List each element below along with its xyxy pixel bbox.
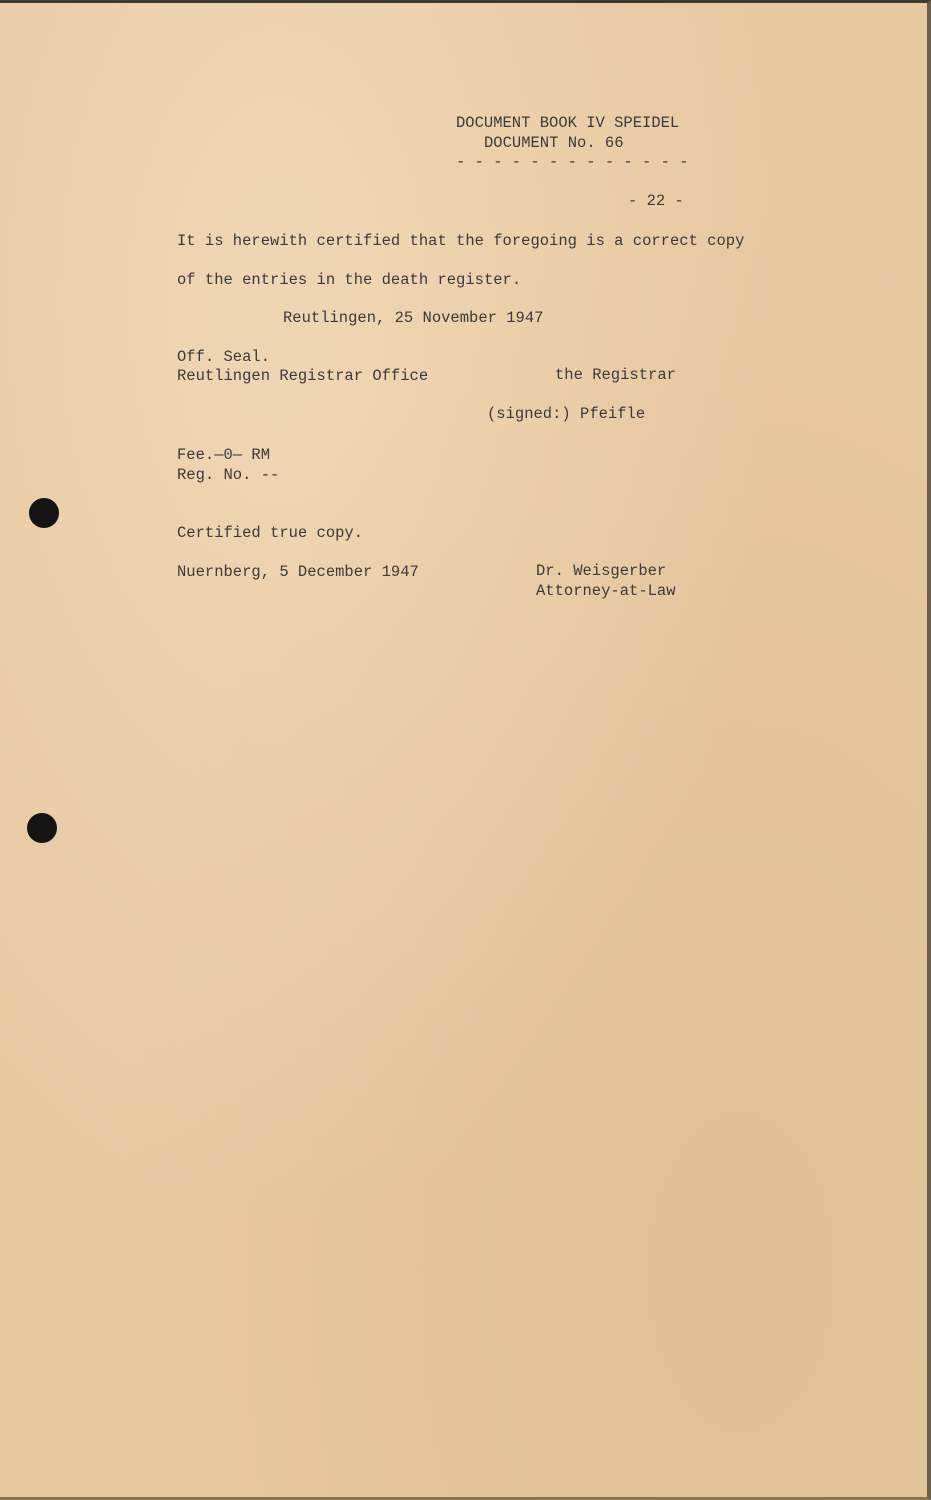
document-number: DOCUMENT No. 66 bbox=[484, 134, 624, 152]
document-book-title: DOCUMENT BOOK IV SPEIDEL bbox=[456, 114, 680, 132]
page-number: - 22 - bbox=[628, 192, 684, 210]
certified-true-copy: Certified true copy. bbox=[177, 524, 364, 542]
punch-hole-lower bbox=[27, 813, 57, 843]
registrar-office: Reutlingen Registrar Office bbox=[177, 367, 429, 385]
registrar-signature: (signed:) Pfeifle bbox=[487, 405, 646, 423]
attorney-title: Attorney-at-Law bbox=[536, 582, 676, 600]
place-date-nuernberg: Nuernberg, 5 December 1947 bbox=[177, 563, 419, 581]
certification-line-1: It is herewith certified that the foregoing is a correct copy bbox=[177, 232, 745, 250]
official-seal-label: Off. Seal. bbox=[177, 348, 271, 366]
registration-number: Reg. No. -- bbox=[177, 466, 280, 484]
punch-hole-upper bbox=[29, 498, 59, 528]
fee-line: Fee.—0— RM bbox=[177, 446, 271, 464]
registrar-title: the Registrar bbox=[555, 366, 676, 384]
certification-line-2: of the entries in the death register. bbox=[177, 271, 522, 289]
attorney-name: Dr. Weisgerber bbox=[536, 562, 667, 580]
header-dash-rule: - - - - - - - - - - - - - bbox=[456, 153, 689, 171]
place-date-reutlingen: Reutlingen, 25 November 1947 bbox=[283, 309, 544, 327]
